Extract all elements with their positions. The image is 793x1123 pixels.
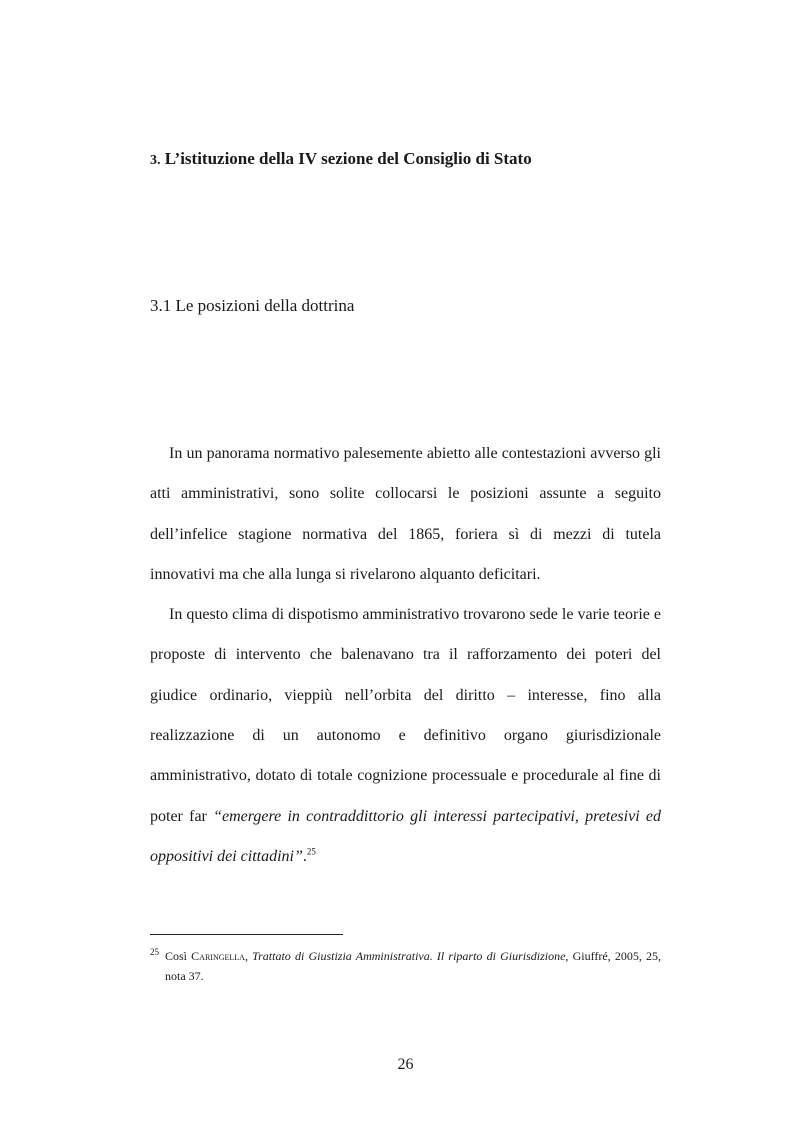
subsection-heading: 3.1 Le posizioni della dottrina xyxy=(150,296,355,315)
paragraph-2-end: . xyxy=(302,847,307,865)
footnote-work: Trattato di Giustizia Amministrativa. Il riparto di Giurisdizione xyxy=(252,949,566,963)
page-number: 26 xyxy=(397,1056,414,1073)
footnote-author: Caringella xyxy=(191,949,245,963)
paragraph-2 xyxy=(150,595,661,877)
paragraph-1: In un panorama normativo palesemente abietto alle contestazioni avverso gli atti amministrativi, sono solite collocarsi le posizioni assunte a seguito dell’infelice stagione normativa del 1865, foriera sì di mezzi di tutela innovativi ma che alla lunga si rivelarono alquanto deficitari. xyxy=(150,445,661,583)
footnote-lead: Così xyxy=(165,949,192,963)
footnote-reference: 25 xyxy=(306,846,316,857)
footnote-rest: , Giuffré, 2005, 25, nota 37. xyxy=(165,949,661,983)
footnote-sep: , xyxy=(244,949,253,963)
paragraph-2-text: In questo clima di dispotismo amministrativo trovarono sede le varie teorie e proposte di intervento che balenavano tra il rafforzamento dei poteri del giudice ordinario, vieppiù nell’orbita del diritto – interesse, fino alla realizzazione di un autonomo e definitivo organo giurisdizionale amministrativo, dotato di totale cognizione processuale e procedurale al fine di poter far xyxy=(150,606,661,825)
section-heading xyxy=(150,149,532,169)
footnote: $^{25}$ Così Caringella, Trattato di Giustizia Amministrativa. Il riparto di Giurisdizione, Giuffré, 2005, 25, nota 37. xyxy=(150,947,661,983)
section-number: 3. xyxy=(150,153,161,168)
body-text xyxy=(150,434,661,877)
footnote-separator xyxy=(150,934,343,935)
quoted-text: “emergere in contraddittorio gli interessi partecipativi, pretesivi ed oppositivi dei cittadini” xyxy=(150,807,661,865)
section-title: L’istituzione della IV sezione del Consiglio di Stato xyxy=(164,149,532,168)
